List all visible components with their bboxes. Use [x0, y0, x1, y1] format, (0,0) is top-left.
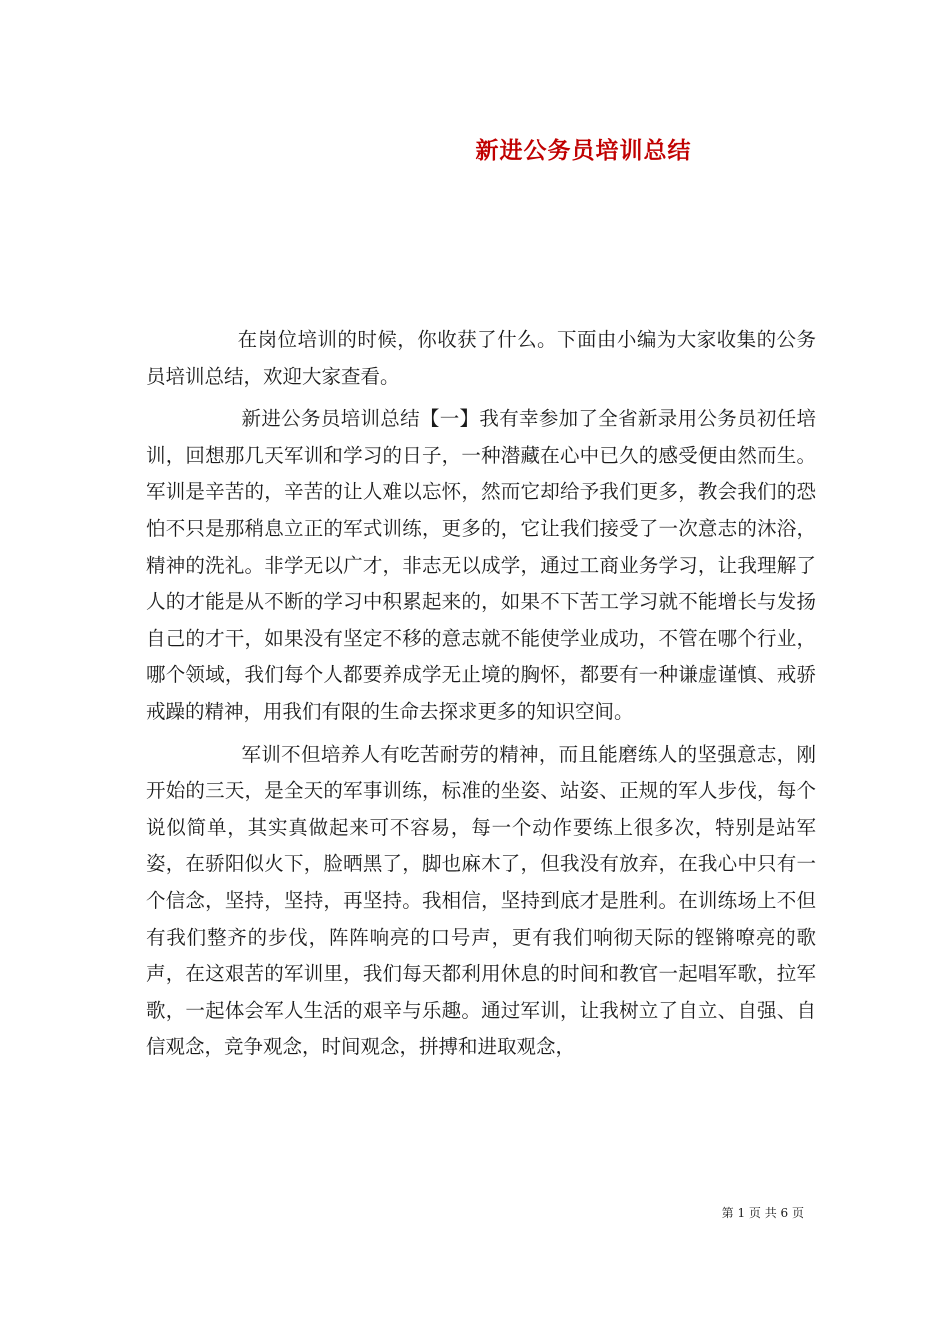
page-footer	[722, 1204, 804, 1221]
paragraph-military-training: 军训不但培养人有吃苦耐劳的精神，而且能磨练人的坚强意志，刚开始的三天，是全天的军事训练，标准的坐姿、站姿、正规的军人步伐，每个说似简单，其实真做起来可不容易，每一个动作要练上很多次，特别是站军姿，在骄阳似火下，脸晒黑了，脚也麻木了，但我没有放弃，在我心中只有一个信念，坚持，坚持，再坚持。我相信，坚持到底才是胜利。在训练场上不但有我们整齐的步伐，阵阵响亮的口号声，更有我们响彻天际的铿锵嘹亮的歌声，在这艰苦的军训里，我们每天都利用休息的时间和教官一起唱军歌，拉军歌，一起体会军人生活的艰辛与乐趣。通过军训，让我树立了自立、自强、自信观念，竞争观念，时间观念，拼搏和进取观念，	[146, 742, 816, 1059]
document-body	[146, 322, 816, 1072]
paragraph-intro: 在岗位培训的时候，你收获了什么。下面由小编为大家收集的公务员培训总结，欢迎大家查看。	[146, 328, 816, 388]
paragraph-summary-one: 新进公务员培训总结【一】我有幸参加了全省新录用公务员初任培训，回想那几天军训和学习的日子，一种潜藏在心中已久的感受便由然而生。军训是辛苦的，辛苦的让人难以忘怀，然而它却给予我们更多，教会我们的恐怕不只是那稍息立正的军式训练，更多的，它让我们接受了一次意志的沐浴，精神的洗礼。非学无以广才，非志无以成学，通过工商业务学习，让我理解了人的才能是从不断的学习中积累起来的，如果不下苦工学习就不能增长与发扬自己的才干，如果没有坚定不移的意志就不能使学业成功，不管在哪个行业，哪个领域，我们每个人都要养成学无止境的胸怀，都要有一种谦虚谨慎、戒骄戒躁的精神，用我们有限的生命去探求更多的知识空间。	[146, 407, 816, 723]
document-title: 新进公务员培训总结	[475, 137, 692, 164]
page-number-label: 第 1 页 共 6 页	[721, 1206, 804, 1220]
